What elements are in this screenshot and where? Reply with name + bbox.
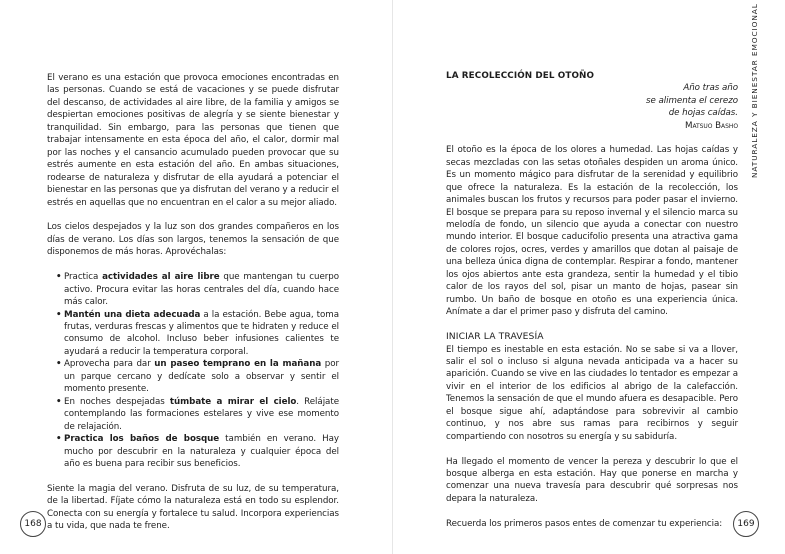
subheading: INICIAR LA TRAVESÍA	[446, 331, 544, 343]
epigraph	[446, 82, 738, 132]
right-paragraph-1: El otoño es la época de los olores a humedad. Las hojas caídas y secas mezcladas con las setas otoñales despiden un aroma único. Es un momento mágico para disfrutar de la serenidad y equilibrio que ofrece la naturaleza. Es la estación de la recolección, los animales buscan los frutos y recursos para poder pasar el invierno. El bosque se prepara para su reposo invernal y el silencio marca su melodía de fondo, un silencio que ayuda a conectar con nuestro mundo interior. El bosque caducifolio presenta una atractiva gama de colores rojos, ocres, verdes y amarillos que dotan al paisaje de una belleza única digna de contemplar. Respirar a fondo, mantener los ojos abiertos ante esta grandeza, sentir la humedad y el tibio calor de los rayos del sol, pisar un manto de hojas, pasear sin rumbo. Un baño de bosque en otoño es una experiencia única. Anímate a dar el primer paso y disfruta del camino.	[446, 145, 738, 318]
left-page	[0, 0, 392, 554]
right-paragraph-3: Ha llegado el momento de vencer la pereza y descubrir lo que el bosque alberga en esta estación. Hay que ponerse en marcha y comenzar una nueva travesía para descubrir qué sorpresas nos depara la naturaleza.	[446, 456, 738, 504]
list-item: • Practica los baños de bosque también en verano. Hay mucho por descubrir en la naturaleza y cualquier época del año es buena para recibir sus beneficios.	[64, 433, 339, 470]
right-paragraph-4: Recuerda los primeros pasos entes de comenzar tu experiencia:	[446, 518, 723, 529]
epigraph-line-2: se alimenta el cerezo	[646, 95, 738, 106]
left-text-column	[47, 72, 339, 533]
epigraph-line-3: de hojas caídas.	[668, 108, 738, 119]
tips-list	[47, 271, 339, 470]
epigraph-author: Matsuo Basho	[685, 120, 738, 131]
list-item: • En noches despejadas túmbate a mirar el cielo. Relájate contemplando las formaciones estelares y vive ese momento de relajación.	[64, 396, 339, 433]
right-text-column	[446, 70, 738, 530]
section-title: LA RECOLECCIÓN DEL OTOÑO	[446, 71, 595, 81]
running-head-text: NATURALEZA Y BIENESTAR EMOCIONAL	[750, 3, 759, 178]
left-paragraph-1: El verano es una estación que provoca emociones encontradas en las personas. Cuando se está de vacaciones y se puede disfrutar del descanso, de actividades al aire libre, de la familia y amigos se despiertan emociones positivas de alegría y se siente bienestar y tranquilidad. Sin embargo, para las personas que tienen que trabajar intensamente en esta época del año, el calor, dormir mal por las noches y el cansancio acumulado pueden provocar que su estrés aumente en esta estación del año. En ambas situaciones, rodearse de naturaleza y disfrutar de ella ayudará a potenciar el bienestar en las personas que ya disfrutan del verano y a reducir el estrés en aquellas que no encuentran en el calor a su mejor aliado.	[47, 73, 339, 208]
page-number-right: 169	[733, 511, 759, 537]
epigraph-line-1: Año tras año	[683, 83, 738, 94]
list-item: • Aprovecha para dar un paseo temprano en la mañana por un parque cercano y dedícate solo a observar y sentir el momento presente.	[64, 358, 339, 395]
right-page	[393, 0, 785, 554]
list-item: • Practica actividades al aire libre que mantengan tu cuerpo activo. Procura evitar las horas centrales del día, cuando hace más calor.	[64, 271, 339, 308]
right-paragraph-2: El tiempo es inestable en esta estación. No se sabe si va a llover, salir el sol o incluso si alguna nevada anticipada va a hacer su aparición. Cuando se vive en las ciudades lo tentador es empezar a vivir en el interior de los edificios al abrigo de la calefacción. Tenemos la sensación de que el mundo afuera es desapacible. Pero el bosque sigue ahí, adaptándose para sobrevivir al cambio continuo, y nos abre sus ramas para recibirnos y seguir compartiendo con nosotros su energía y su sabiduría.	[446, 344, 738, 442]
list-item: • Mantén una dieta adecuada a la estación. Bebe agua, toma frutas, verduras frescas y alimentos que te hidraten y reduce el consumo de alcohol. Incluso beber infusiones calientes te ayudará a reducir la temperatura corporal.	[64, 309, 339, 359]
left-paragraph-3: Siente la magia del verano. Disfruta de su luz, de su temperatura, de la libertad. Fíjate cómo la naturaleza está en todo su esplendor. Conecta con su energía y fortalece tu salud. Incorpora experiencias a tu vida, que nada te frene.	[47, 483, 339, 532]
page-number-left: 168	[20, 511, 46, 537]
left-paragraph-2: Los cielos despejados y la luz son dos grandes compañeros en los días de verano. Los días son largos, tenemos la sensación de que disponemos de más horas. Aprovéchalas:	[47, 222, 339, 258]
